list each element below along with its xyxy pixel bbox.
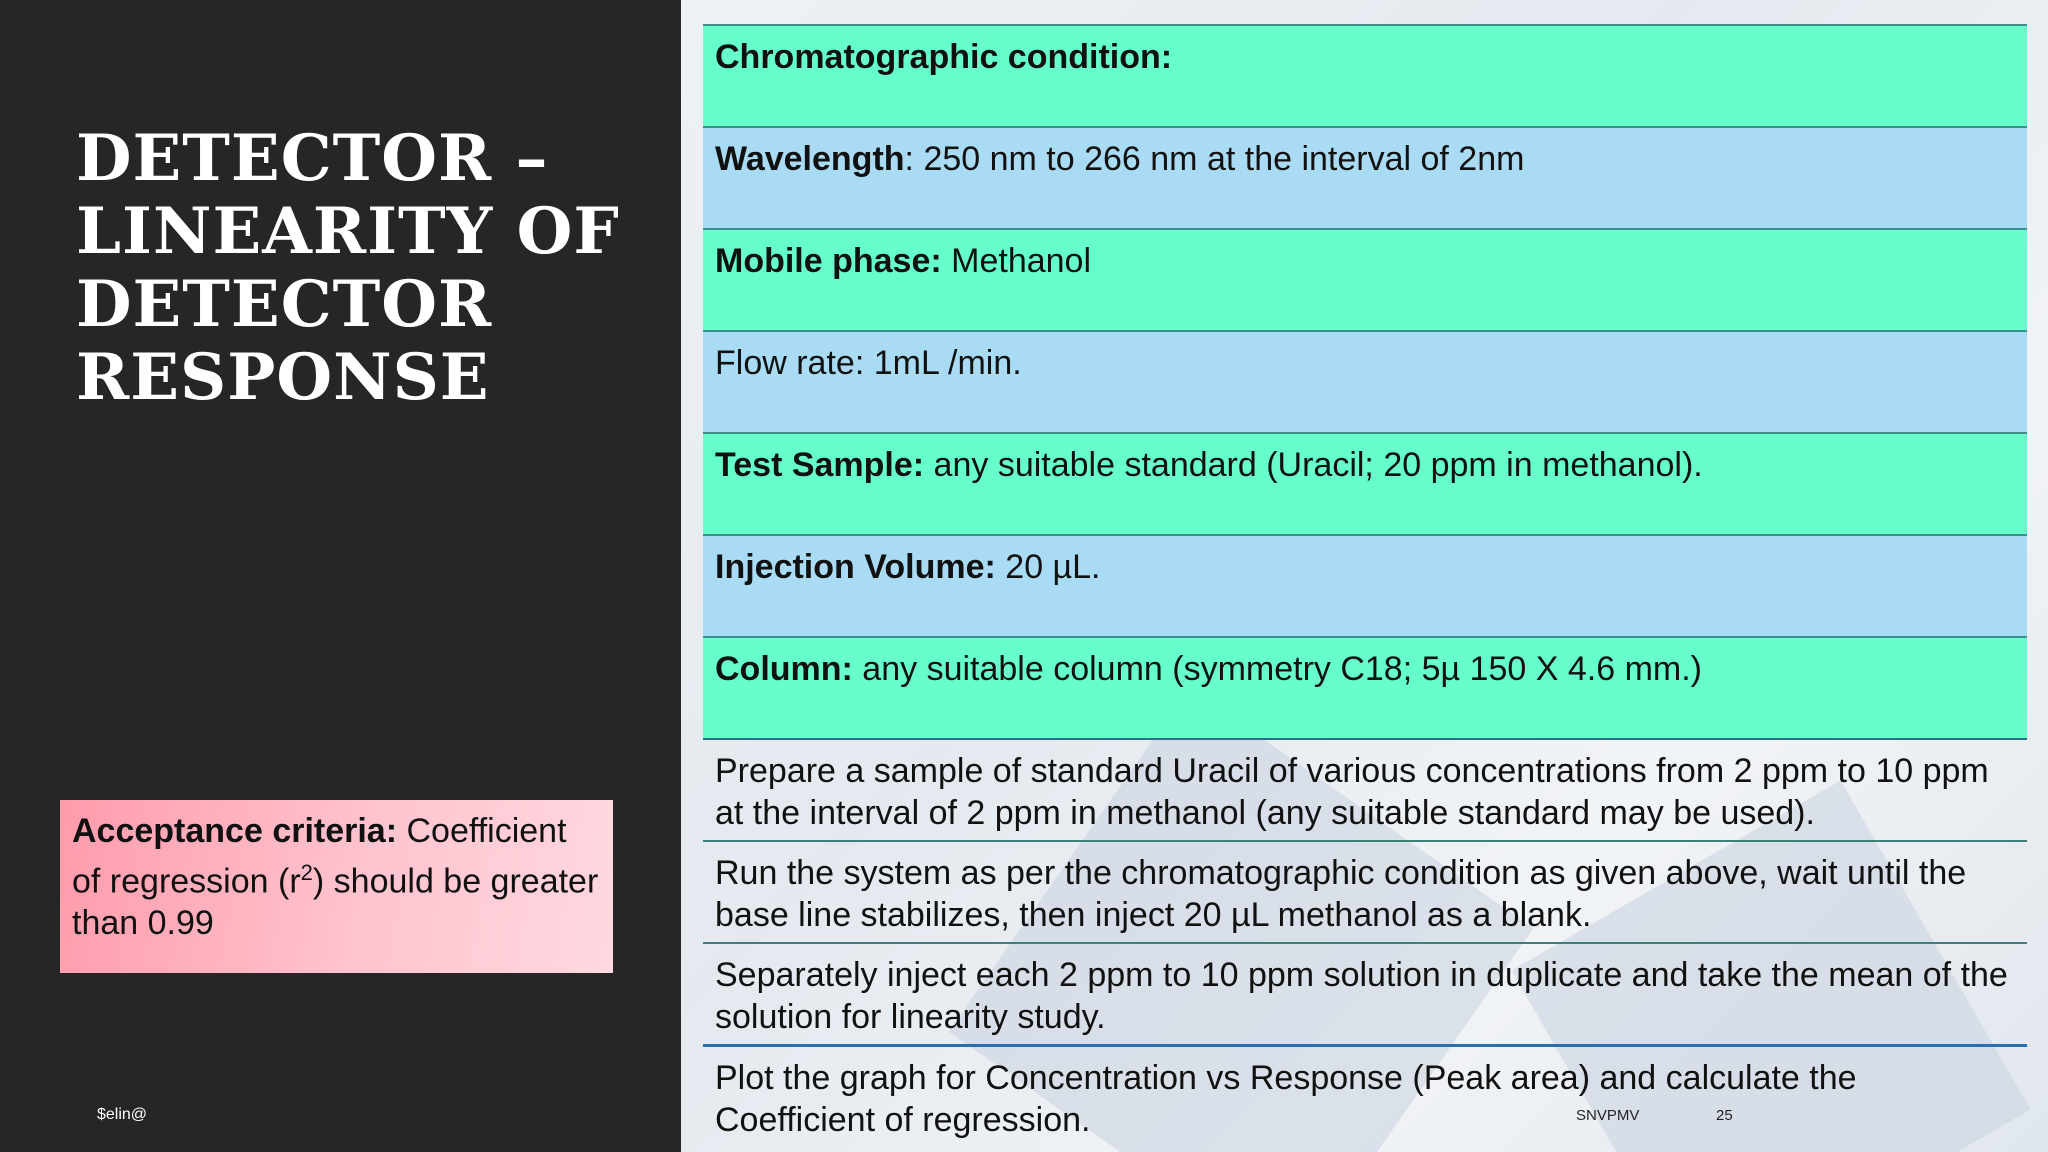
condition-row	[703, 24, 2027, 126]
footer-author: $elin@	[97, 1106, 148, 1123]
acceptance-criteria-box	[60, 800, 613, 973]
condition-label: Injection Volume:	[715, 548, 996, 586]
condition-label: Mobile phase:	[715, 242, 942, 280]
step-row: Prepare a sample of standard Uracil of various concentrations from 2 ppm to 10 ppm at the interval of 2 ppm in methanol (any suitable standard may be used).	[703, 738, 2027, 840]
acceptance-label: Acceptance criteria:	[72, 812, 398, 850]
step-row: Plot the graph for Concentration vs Response (Peak area) and calculate the Coefficient of regression.	[703, 1044, 2027, 1146]
right-panel	[681, 0, 2048, 1152]
acceptance-text-after: ) should be greater than 0.99	[72, 862, 599, 943]
acceptance-superscript: 2	[300, 860, 313, 885]
step-row: Run the system as per the chromatographic condition as given above, wait until the base line stabilizes, then inject 20 µL methanol as a blank.	[703, 840, 2027, 942]
condition-row	[703, 636, 2027, 738]
condition-row	[703, 534, 2027, 636]
left-panel	[0, 0, 681, 1152]
condition-label: Wavelength	[715, 140, 905, 178]
condition-row	[703, 228, 2027, 330]
footer-org: SNVPMV	[1576, 1107, 1640, 1124]
condition-value: Flow rate: 1mL /min.	[715, 344, 1022, 382]
conditions-table	[703, 24, 2027, 1146]
slide-title: DETECTOR – LINEARITY OF DETECTOR RESPONSE	[76, 121, 620, 415]
condition-row	[703, 330, 2027, 432]
condition-row	[703, 126, 2027, 228]
condition-value: any suitable standard (Uracil; 20 ppm in methanol).	[924, 446, 1703, 484]
condition-row	[703, 432, 2027, 534]
acceptance-text-before: Coefficient of regression (r	[72, 812, 567, 901]
condition-value: 20 µL.	[995, 548, 1101, 586]
page-number: 25	[1716, 1107, 1733, 1124]
condition-value: any suitable column (symmetry C18; 5µ 150 X 4.6 mm.)	[852, 650, 1702, 688]
condition-label: Column:	[715, 650, 853, 688]
condition-value: Methanol	[941, 242, 1092, 280]
condition-label: Chromatographic condition:	[715, 38, 1173, 76]
step-row: Separately inject each 2 ppm to 10 ppm solution in duplicate and take the mean of the solution for linearity study.	[703, 942, 2027, 1044]
condition-label: Test Sample:	[715, 446, 925, 484]
condition-value: : 250 nm to 266 nm at the interval of 2nm	[904, 140, 1525, 178]
